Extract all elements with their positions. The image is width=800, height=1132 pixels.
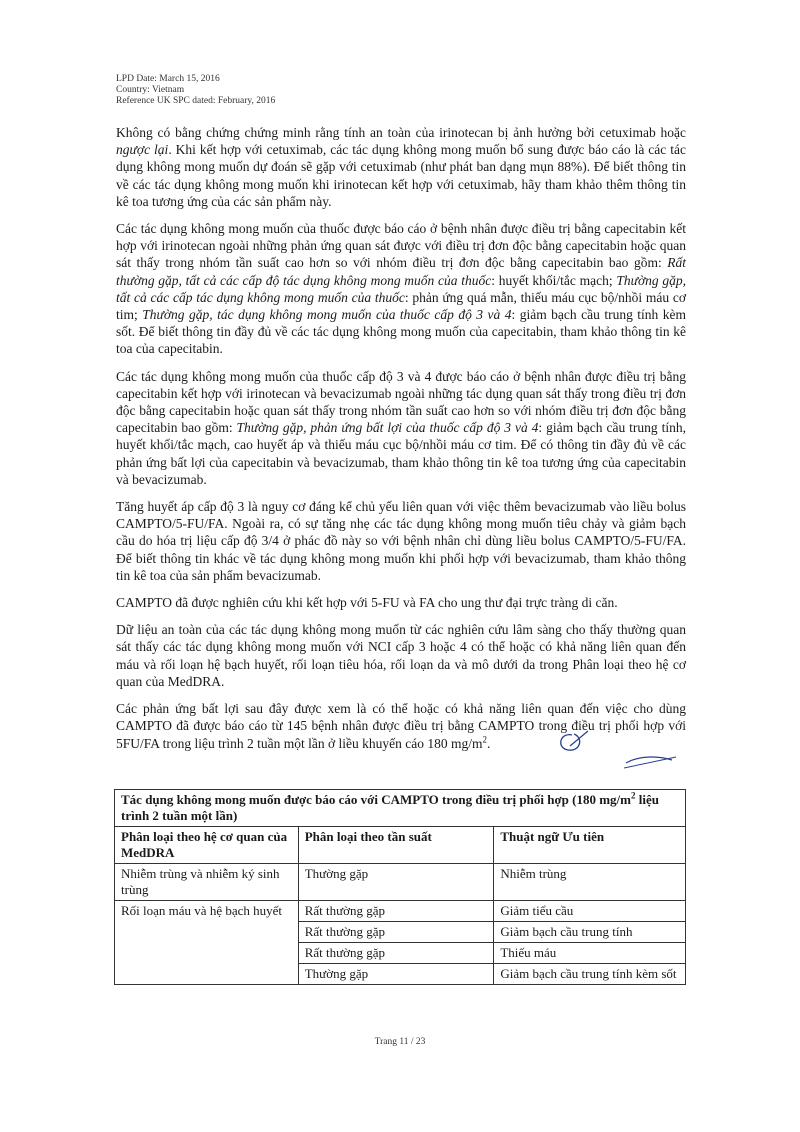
cell-term: Thiếu máu xyxy=(494,943,686,964)
adverse-reactions-table xyxy=(114,789,686,985)
table-header-row xyxy=(115,827,686,864)
header-frequency: Phân loại theo tần suất xyxy=(298,827,494,864)
reference: Reference UK SPC dated: February, 2016 xyxy=(116,96,276,106)
cell-frequency: Thường gặp xyxy=(298,964,494,985)
cell-frequency: Rất thường gặp xyxy=(298,943,494,964)
document-body xyxy=(116,124,686,762)
cell-soc: Nhiễm trùng và nhiễm ký sinh trùng xyxy=(115,864,299,901)
table-caption: Tác dụng không mong muốn được báo cáo với CAMPTO trong điều trị phối hợp (180 $mg/m^2$ liệu trình 2 tuần một lần) xyxy=(115,790,686,827)
header-soc: Phân loại theo hệ cơ quan của MedDRA xyxy=(115,827,299,864)
paragraph-3: Các tác dụng không mong muốn của thuốc cấp độ 3 và 4 được báo cáo ở bệnh nhân được điều trị bằng capecitabin kết hợp với irinotecan và bevacizumab ngoài những tác dụng quan sát thấy trong điều trị đơn độc bằng capecitabin hoặc quan sát thấy trong nhóm tần suất cao hơn so với nhóm điều trị đơn độc bằng capecitabin bao gồm: Thường gặp, phản ứng bất lợi của thuốc cấp độ 3 và 4: giảm bạch cầu trung tính, huyết khối/tắc mạch, cao huyết áp và thiếu máu cục bộ/nhồi máu cơ tim. Để có thông tin đầy đủ về các phản ứng bất lợi của capecitabin và bevacizumab, tham khảo thông tin kê toa tương ứng của capecitabin và bevacizumab. xyxy=(116,368,686,487)
paragraph-2: Các tác dụng không mong muốn của thuốc được báo cáo ở bệnh nhân được điều trị bằng capecitabin kết hợp với irinotecan ngoài những phản ứng quan sát được với điều trị đơn độc bằng capecitabin hoặc quan sát thấy trong nhóm tần suất cao hơn so với nhóm điều trị đơn độc bằng capecitabin bao gồm: Rất thường gặp, tất cả các cấp độ tác dụng không mong muốn của thuốc: huyết khối/tắc mạch; Thường gặp, tất cả các cấp tác dụng không mong muốn của thuốc: phản ứng quá mẫn, thiếu máu cục bộ/nhồi máu cơ tim; Thường gặp, tác dụng không mong muốn của thuốc cấp độ 3 và 4: giảm bạch cầu trung tính kèm sốt. Để biết thông tin đầy đủ về các tác dụng không mong muốn của capecitabin, tham khảo thông tin kê toa của capecitabin. xyxy=(116,221,687,357)
country: Country: Vietnam xyxy=(116,85,185,95)
cell-soc: Rối loạn máu và hệ bạch huyết xyxy=(115,901,299,985)
paragraph-7: Các phản ứng bất lợi sau đây được xem là có thể hoặc có khả năng liên quan đến việc cho dùng CAMPTO đã được báo cáo từ 145 bệnh nhân được điều trị bằng CAMPTO trong điều trị phối hợp với 5FU/FA trong liệu trình 2 tuần một lần ở liều khuyến cáo 180 $mg/m^2$. xyxy=(116,701,686,751)
cell-term: Giảm bạch cầu trung tính kèm sốt xyxy=(494,964,686,985)
paragraph-5: CAMPTO đã được nghiên cứu khi kết hợp với 5-FU và FA cho ung thư đại trực tràng di căn. xyxy=(116,595,618,611)
table-row xyxy=(115,864,686,901)
cell-term: Nhiễm trùng xyxy=(494,864,686,901)
paragraph-6: Dữ liệu an toàn của các tác dụng không mong muốn từ các nghiên cứu lâm sàng cho thấy thường quan sát thấy các tác dụng không mong muốn với NCI cấp 3 hoặc 4 có thể hoặc có khả năng liên quan đến máu và rối loạn hệ bạch huyết, rối loạn tiêu hóa, rối loạn da và mô dưới da trong Phân loại theo hệ cơ quan của MedDRA. xyxy=(116,622,686,689)
paragraph-1: Không có bằng chứng chứng minh rằng tính an toàn của irinotecan bị ảnh hưởng bởi cetuximab hoặc ngược lại. Khi kết hợp với cetuximab, các tác dụng không mong muốn bổ sung được báo cáo là các tác dụng không mong muốn dự đoán sẽ gặp với cetuximab (như phát ban dạng mụn 88%). Để biết thông tin về các tác dụng không mong muốn khi irinotecan kết hợp với cetuximab, hãy tham khảo thêm thông tin kê toa tương ứng của các sản phẩm này. xyxy=(116,125,687,209)
lpd-date: LPD Date: March 15, 2016 xyxy=(116,74,220,84)
cell-term: Giảm tiểu cầu xyxy=(494,901,686,922)
table-caption-row xyxy=(115,790,686,827)
header-preferred-term: Thuật ngữ Ưu tiên xyxy=(494,827,686,864)
paragraph-4: Tăng huyết áp cấp độ 3 là nguy cơ đáng kể chủ yếu liên quan với việc thêm bevacizumab vào liều bolus CAMPTO/5-FU/FA. Ngoài ra, có sự tăng nhẹ các tác dụng không mong muốn tiêu chảy và giảm bạch cầu do hóa trị liệu cấp độ 3/4 ở phác đồ này so với bệnh nhân chỉ dùng liều bolus CAMPTO/5-FU/FA. Để biết thông tin khác về tác dụng không mong muốn khi phối hợp với bevacizumab, tham khảo thông tin kê toa của sản phẩm bevacizumab. xyxy=(116,499,686,583)
cell-frequency: Thường gặp xyxy=(298,864,494,901)
page-number: Trang 11 / 23 xyxy=(374,1037,426,1047)
cell-frequency: Rất thường gặp xyxy=(298,901,494,922)
table-row xyxy=(115,901,686,922)
cell-frequency: Rất thường gặp xyxy=(298,922,494,943)
cell-term: Giảm bạch cầu trung tính xyxy=(494,922,686,943)
document-header xyxy=(116,74,275,107)
